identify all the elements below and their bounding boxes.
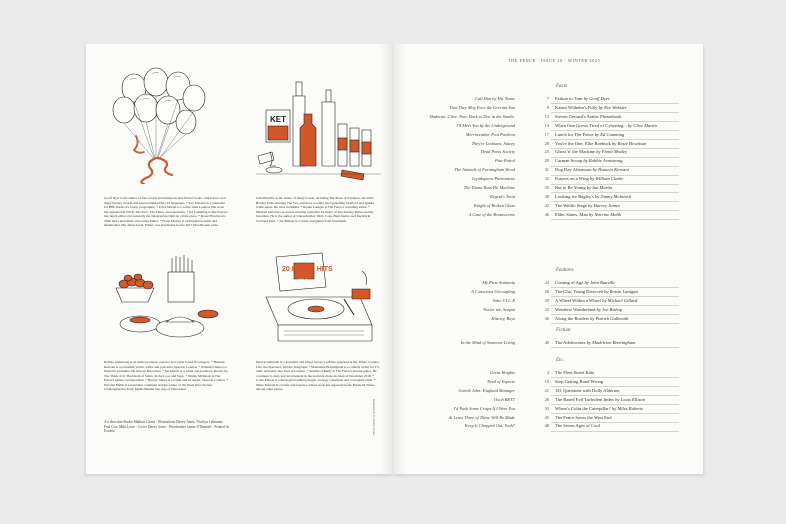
toc-by: by [601,297,608,303]
toc-tagline: They're Lesbians, Stacey [471,140,515,146]
toc-title-text: Prayers on a Wing [555,176,589,182]
toc-author: Navrine Malik [594,211,622,217]
toc-page-number: 26 [544,396,549,402]
toc-article-title [555,158,622,163]
toc-author: William Clarke [595,176,624,182]
toc-title-text: You're the One, Ellie Roebuck [555,140,611,146]
toc-page-number: 32 [544,176,549,182]
contributors-caption-3: Robbie Armstrong is an audio producer, reporter and writer based in Glasgow. * Hussein Kesvani is a journalist, writer, editor and podcaster based in London. * William Clarke is a financial journalist. He lives in Barcelona. * Ian Martin is a writer and producer, known for The Thick of It, The Death of Stalin, In the Loop and Veep. * Jimmy McIntosh is The Fence's games correspondent. * Harvey James is a writer and an angler, based in London. * Navrine Malik is a Guardian columnist and the author of We Need New Stories: Challenging the Toxic Myths Behind Our Age of Discontent. [104,360,229,391]
toc-tagline: Shakiran, Clive. Now. Back to Doc in the Studio. [429,113,515,119]
toc-title-text: The Fence Saves the West End [555,414,612,420]
toc-author: John Banville [589,280,616,285]
toc-by: by [593,131,601,137]
toc-by: by [613,396,621,402]
toc-title-text: Steven Gerrard's Arabic Phrasebook [555,113,622,119]
toc-page-number: 46 [544,211,549,217]
toc-title-text: The Based Evil Turbulent Index [555,396,614,402]
toc-author: Miles Roberts [617,405,644,411]
toc-article-title [555,415,612,420]
toc-tagline: Great Heights [490,370,515,375]
toc-page-number: 20 [544,140,549,146]
toc-article-title [555,316,628,321]
toc-article-title [555,114,622,119]
toc-tagline: I'll Meet You by the Underground [456,122,515,128]
toc-article-title [555,406,643,411]
toc-title-text: A Wheel Within a Wheel [555,297,601,303]
toc-by: by [588,315,596,321]
toc-article-title [555,212,621,217]
toc-tagline: The Diana Ross Hit Machine [463,185,515,190]
toc-tagline: A Case of the Brutaworms [468,211,515,217]
toc-page-number: 40 [544,340,549,345]
toc-author: Louis Ellison [620,396,645,402]
illustrations-credit: Illustrations by Davey Jones [372,399,376,436]
toc-article-title [555,105,627,110]
toc-by: by [626,122,634,128]
toc-title-text: Failure to Turn [555,96,583,101]
toc-author: Roisin Lanigan [609,288,638,294]
toc-rule [551,347,679,348]
toc-title-text: Weeaboo Wonderland [555,306,596,312]
toc-article-title [555,379,603,384]
toc-tagline: The Animals of Farningham Wood [454,167,515,173]
toc-tagline: Regent's Treat [489,193,515,199]
toc-page-number: 28 [544,288,549,294]
toc-page-number: 25 [544,149,549,155]
toc-title-text: Carman Scoop [555,158,583,164]
contributors-caption-1: Geoff Dyer is the author of four novels and numerous non-fiction books, which have won many literary awards and been translated into 24 languages. * Eve Webster is a journalist for BBC Radio 4's Today programme. * Clive Martin is a writer from London. His work has appeared in VICE, The Face, The Times, and elsewhere. * Ed Cumming is The Fence's late lunch editor. Occasionally the Telegraph let him do a little piece. * Rosie Howitson is Time Out's newsletter and events Editor. * Fiona Mozley is an English novelist and medievalist. Her debut novel, Elmet, was shortlisted for the 2017 Man Booker prize. [104,196,228,227]
toc-title-text: The Weftlo Siege [555,202,587,208]
toc-rule [551,323,679,324]
toc-author: Ian Martin [592,185,613,190]
toc-tagline: Soho V.I.C.E [492,297,515,303]
toc-author: Madeleine Brettingham [592,340,636,345]
toc-author: Robbie Armstrong [588,158,623,164]
toc-article-title [555,340,635,345]
toc-page-number: 21 [544,387,549,393]
toc-by: by [610,140,618,146]
toc-tagline: Tired of Experts [486,378,515,384]
toc-author: Michael Gillard [607,297,638,303]
toc-page-number: 24 [544,280,549,285]
toc-author: Harvey James [593,202,620,208]
right-page-contents [393,44,703,474]
toc-title-text: 141 Questions with Dolly Alderton [555,387,620,393]
toc-page-number: 18 [544,378,549,384]
section-title-etc: Etc. [556,358,564,363]
toc-by: by [588,176,596,182]
toc-tagline: Merriweather Post Pavilion [465,131,515,137]
record-player-illustration [256,249,381,354]
toc-page-number: 35 [544,185,549,190]
toc-page-number: 32 [544,306,549,312]
toc-title-text: Stop Getting Bond Wrong [555,378,604,384]
toc-tagline: Notice me, Senpai [483,306,515,312]
toc-article-title [555,194,631,199]
toc-title-text: Elder States, Man [555,211,588,217]
contributors-caption-4: Patrick Galbraith is a journalist and writer whose work has appeared in the Times, Country Life, the Spectator, and the Telegraph. * Madeleine Brettingham is a comedy writer for TV, radio and print. She lives in London. * Seamus O'Reilly is The Fence's Ireland editor. He continues to deny any involvement in the Gatwick drone incident of December 2018. * Louis Ellison is a theological anthropologist, strategy consultant and conceptual artist. * Miles Roberts is a writer and reporter, whose work has appeared in the Financial Times among other places. [256,360,380,391]
toc-by: by [595,149,602,155]
toc-by: by [586,202,594,208]
toc-by: by [602,288,610,294]
production-credits: Art direction Studio Mathias Clottu · Illustrations Davey Jones, Nicolyn Lehmann, Paul Cox, Miki Lowe · Cover Davey Jones · Proofreader James O'Donnell · Printed in Estonia [104,420,229,434]
toc-article-title [555,289,638,294]
toc-tagline: Call Him by His Name [474,96,515,101]
toc-page-number: 45 [544,414,549,420]
toc-tagline: Dead Poets Society [480,149,515,155]
toc-title-text: Where's Colin the Caterpillar? [555,405,611,411]
toc-by: by [582,96,590,101]
toc-tagline: Gareth John: England Manager [458,387,515,393]
toc-tagline: Keep It Chopped Out, Yeah? [464,423,515,429]
toc-article-title [555,397,645,402]
toc-article-title [555,96,610,101]
toc-title-text: Lunch for The Fence [555,131,594,137]
toc-title-text: But to Be Young [555,185,586,190]
toc-tagline: A Conscious Uncoupling [471,288,515,294]
toc-page-number: 9 [546,104,549,110]
toc-author: Geoff Dyer [589,96,610,101]
toc-author: Ed Cumming [600,131,625,137]
toc-title-text: Coming of Age [555,280,584,285]
section-title-facts: Facts [556,84,568,89]
toc-by: by [593,193,601,199]
toc-by: by [585,185,593,190]
toc-article-title [555,388,620,393]
toc-author: Patrick Galbraith [595,315,629,321]
toc-author: Clive Martin [633,122,657,128]
toc-article-title [555,185,612,190]
toc-tagline: In the Mind of Someone Living [460,340,515,345]
section-title-features: Features [556,268,574,273]
toc-article-title [555,307,622,312]
toc-page-number: 36 [544,315,549,321]
toc-page-number: 13 [544,113,549,119]
toc-article-title [555,167,629,172]
toc-title-text: Kaiser Wilhelm's Folly [555,104,598,110]
running-head: THE FENCE · ISSUE 18 · WINTER 2025 [508,58,601,63]
toc-by: by [582,158,589,164]
record-sign: 20 PARTY HITS [282,266,333,273]
toc-page-number: 29 [544,158,549,164]
toc-author: Eve Webster [604,104,627,110]
balloons-illustration [106,66,226,184]
food-illustration [110,254,225,352]
toc-page-number: 31 [544,167,549,173]
toc-by: by [610,405,618,411]
toc-article-title [555,298,637,303]
toc-title-text: The Chic Young Divorcée [555,288,603,294]
toc-tagline: Lepidoptera Puritanicus [471,176,515,182]
toc-author: Rosie Howitson [617,140,647,146]
toc-by: by [583,280,590,285]
toc-tagline: Oooh BETT [493,396,515,402]
toc-title-text: Along the Borders [555,315,589,321]
bottles-illustration [256,74,381,182]
toc-by: by [587,211,595,217]
toc-article-title [555,280,615,285]
toc-tagline: Knight of Broken Glass [473,202,515,208]
toc-tagline: History, Boys [491,315,515,321]
toc-page-number: 14 [544,122,549,128]
toc-tagline: I'd Push Some Crisps If I Were You [453,405,515,411]
toc-author: Jimmy McIntosh [600,193,631,199]
toc-author: Hussein Kesvani [598,167,629,173]
toc-title-text: Ghost 'n' the Machine [555,149,596,155]
toc-article-title [555,423,600,428]
toc-author: Fiona Mozley [601,149,628,155]
toc-article-title [555,176,623,181]
bottle-label: KET [270,115,286,124]
section-title-fiction: Fiction [556,328,571,333]
toc-tagline: That They May Face the Grecian Sun [449,104,515,110]
toc-page-number: 17 [544,131,549,137]
toc-by: by [597,104,605,110]
toc-title-text: Looking for Bagley's [555,193,594,199]
toc-title-text: When One Grows Tired of Cyberdog... [555,122,627,128]
toc-title-text: The Seven Ages of Cool [555,423,600,429]
toc-by: by [585,340,593,345]
toc-article-title [555,132,624,137]
toc-tagline: My First Arakania [482,280,515,285]
toc-page-number: 38 [544,193,549,199]
toc-by: by [591,167,599,173]
toc-by: by [595,306,603,312]
record-label: VOL.1 [298,278,308,282]
toc-page-number: 7 [546,96,549,101]
toc-rule [551,219,679,220]
toc-article-title [555,141,646,146]
toc-article-title [555,203,620,208]
toc-article-title [555,149,627,154]
left-page [86,44,393,474]
toc-title-text: Dog Day Afternoon [555,167,592,173]
toc-page-number: 33 [544,405,549,411]
contributors-caption-2: John Banville is the author of many novels, including The Book of Evidence, the 2005 Booker Prize-winning The Sea, and more recently, the bestselling Strafford and Quirke crime series. He lives in Dublin. * Roisin Lanigan is The Fence's travelling editor. * Michael Gillard is an award-winning journalist for many of The Sunday Times and the Guardian. He is the author of Untouchables: Dirty Cops, Bent Justice and Racism in Scotland Yard. * Joe Bishop is a writer and gamer from Streatham. [256,196,375,223]
toc-article-title [555,370,594,375]
toc-page-number: 48 [544,423,549,429]
toc-page-number: 29 [544,297,549,303]
toc-page-number: 42 [544,202,549,208]
toc-tagline: Paw Patrol [495,158,515,164]
toc-rule [551,431,679,432]
toc-tagline: At Least Three of These Will Be Made [448,414,515,420]
toc-title-text: The Adolescents [555,340,586,345]
toc-article-title [555,123,657,128]
toc-title-text: The Fleet Street Kids [555,370,595,375]
toc-author: Joe Bishop [602,306,623,312]
toc-page-number: 4 [546,370,549,375]
